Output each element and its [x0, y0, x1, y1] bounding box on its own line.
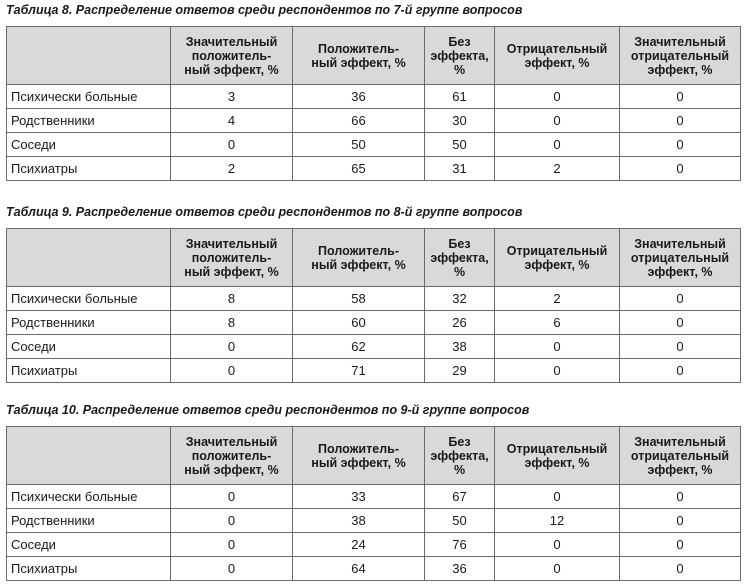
table-block	[0, 402, 748, 576]
value-cell: 0	[171, 557, 293, 581]
value-cell: 33	[293, 485, 425, 509]
column-header-line: ный эффект, %	[184, 62, 279, 77]
value-cell: 50	[293, 133, 425, 157]
value-cell: 76	[425, 533, 495, 557]
data-table	[6, 26, 741, 181]
column-header-line: эффект, %	[524, 455, 590, 470]
value-cell: 67	[425, 485, 495, 509]
value-cell: 0	[620, 335, 741, 359]
column-header-line: эффект, %	[524, 55, 590, 70]
value-cell: 0	[495, 485, 620, 509]
column-header	[171, 229, 293, 287]
value-cell: 30	[425, 109, 495, 133]
value-cell: 0	[495, 533, 620, 557]
value-cell: 64	[293, 557, 425, 581]
value-cell: 0	[171, 133, 293, 157]
value-cell: 0	[171, 335, 293, 359]
column-header-line: Отрицательный	[506, 243, 608, 258]
column-header	[495, 27, 620, 85]
value-cell: 0	[495, 85, 620, 109]
column-header-line: Значительный	[634, 434, 726, 449]
value-cell: 60	[293, 311, 425, 335]
column-header-line: положитель-	[191, 448, 272, 463]
table-row	[7, 287, 741, 311]
row-label: Психически больные	[7, 287, 171, 311]
table-row	[7, 133, 741, 157]
column-header-line: ный эффект, %	[184, 462, 279, 477]
row-label: Родственники	[7, 109, 171, 133]
column-header-line: ный эффект, %	[311, 455, 406, 470]
value-cell: 38	[425, 335, 495, 359]
column-header-line: эффект, %	[524, 257, 590, 272]
row-label: Психиатры	[7, 359, 171, 383]
table-block	[0, 204, 748, 378]
value-cell: 38	[293, 509, 425, 533]
column-header-line: эффект, %	[647, 264, 713, 279]
column-header-line: Значительный	[634, 34, 726, 49]
column-header	[425, 229, 495, 287]
value-cell: 0	[620, 359, 741, 383]
column-header	[425, 427, 495, 485]
table-row	[7, 157, 741, 181]
value-cell: 31	[425, 157, 495, 181]
table-row	[7, 335, 741, 359]
value-cell: 26	[425, 311, 495, 335]
column-header-line: Положитель-	[318, 41, 399, 56]
value-cell: 8	[171, 311, 293, 335]
table-row	[7, 485, 741, 509]
column-header-line: Значительный	[185, 34, 278, 49]
column-header-line: отрицательный	[630, 48, 730, 63]
column-header	[293, 427, 425, 485]
value-cell: 4	[171, 109, 293, 133]
value-cell: 0	[171, 533, 293, 557]
column-header-line: эффекта,	[430, 448, 489, 463]
value-cell: 50	[425, 509, 495, 533]
header-row	[7, 27, 741, 85]
value-cell: 2	[495, 157, 620, 181]
value-cell: 0	[620, 533, 741, 557]
column-header-line: Значительный	[185, 236, 278, 251]
column-header-line: %	[453, 62, 466, 77]
column-header-line: Отрицательный	[506, 441, 608, 456]
column-header-line: Значительный	[185, 434, 278, 449]
header-row	[7, 427, 741, 485]
column-header-line: ный эффект, %	[311, 257, 406, 272]
table-row	[7, 509, 741, 533]
table-row	[7, 311, 741, 335]
value-cell: 0	[620, 109, 741, 133]
column-header-line: ный эффект, %	[311, 55, 406, 70]
value-cell: 0	[620, 85, 741, 109]
column-header-line: Без	[448, 434, 471, 449]
row-label: Психически больные	[7, 85, 171, 109]
table-caption: Таблица 10. Распределение ответов среди респондентов по 9-й группе вопросов	[6, 403, 530, 417]
value-cell: 71	[293, 359, 425, 383]
value-cell: 2	[495, 287, 620, 311]
row-label: Психиатры	[7, 157, 171, 181]
column-header	[171, 427, 293, 485]
value-cell: 65	[293, 157, 425, 181]
column-header-line: %	[453, 462, 466, 477]
value-cell: 0	[495, 133, 620, 157]
table-block	[0, 2, 748, 176]
value-cell: 12	[495, 509, 620, 533]
value-cell: 0	[620, 287, 741, 311]
header-row	[7, 229, 741, 287]
value-cell: 3	[171, 85, 293, 109]
value-cell: 66	[293, 109, 425, 133]
value-cell: 36	[293, 85, 425, 109]
column-header	[293, 229, 425, 287]
value-cell: 0	[495, 109, 620, 133]
value-cell: 36	[425, 557, 495, 581]
column-header	[495, 229, 620, 287]
column-header-line: эффект, %	[647, 62, 713, 77]
value-cell: 2	[171, 157, 293, 181]
column-header-line: %	[453, 264, 466, 279]
value-cell: 62	[293, 335, 425, 359]
column-header-line: положитель-	[191, 48, 272, 63]
table-row	[7, 359, 741, 383]
column-header-line: эффекта,	[430, 48, 489, 63]
value-cell: 0	[620, 485, 741, 509]
column-header-line: эффект, %	[647, 462, 713, 477]
column-header-line: ный эффект, %	[184, 264, 279, 279]
table-row	[7, 557, 741, 581]
column-header-line: Положитель-	[318, 243, 399, 258]
column-header-line: эффекта,	[430, 250, 489, 265]
column-header	[425, 27, 495, 85]
row-label: Соседи	[7, 133, 171, 157]
table-row	[7, 109, 741, 133]
value-cell: 0	[495, 359, 620, 383]
value-cell: 58	[293, 287, 425, 311]
table-caption: Таблица 8. Распределение ответов среди респондентов по 7-й группе вопросов	[6, 3, 523, 17]
column-header-line: Положитель-	[318, 441, 399, 456]
header-corner-cell	[7, 27, 171, 85]
value-cell: 32	[425, 287, 495, 311]
row-label: Родственники	[7, 311, 171, 335]
value-cell: 0	[171, 509, 293, 533]
value-cell: 24	[293, 533, 425, 557]
value-cell: 61	[425, 85, 495, 109]
column-header-line: Без	[448, 34, 471, 49]
value-cell: 29	[425, 359, 495, 383]
column-header	[620, 427, 741, 485]
row-label: Родственники	[7, 509, 171, 533]
column-header	[620, 27, 741, 85]
column-header-line: Без	[448, 236, 471, 251]
data-table	[6, 426, 741, 581]
column-header-line: Значительный	[634, 236, 726, 251]
column-header-line: положитель-	[191, 250, 272, 265]
row-label: Психически больные	[7, 485, 171, 509]
value-cell: 0	[171, 485, 293, 509]
table-row	[7, 85, 741, 109]
column-header	[171, 27, 293, 85]
value-cell: 0	[495, 335, 620, 359]
value-cell: 0	[620, 157, 741, 181]
value-cell: 0	[620, 557, 741, 581]
row-label: Соседи	[7, 533, 171, 557]
value-cell: 0	[495, 557, 620, 581]
value-cell: 6	[495, 311, 620, 335]
column-header-line: отрицательный	[630, 250, 730, 265]
value-cell: 0	[620, 509, 741, 533]
table-caption: Таблица 9. Распределение ответов среди респондентов по 8-й группе вопросов	[6, 205, 523, 219]
column-header-line: отрицательный	[630, 448, 730, 463]
row-label: Соседи	[7, 335, 171, 359]
value-cell: 0	[171, 359, 293, 383]
column-header	[293, 27, 425, 85]
data-table	[6, 228, 741, 383]
value-cell: 50	[425, 133, 495, 157]
row-label: Психиатры	[7, 557, 171, 581]
value-cell: 0	[620, 311, 741, 335]
column-header	[495, 427, 620, 485]
value-cell: 8	[171, 287, 293, 311]
value-cell: 0	[620, 133, 741, 157]
column-header	[620, 229, 741, 287]
table-row	[7, 533, 741, 557]
column-header-line: Отрицательный	[506, 41, 608, 56]
header-corner-cell	[7, 427, 171, 485]
header-corner-cell	[7, 229, 171, 287]
